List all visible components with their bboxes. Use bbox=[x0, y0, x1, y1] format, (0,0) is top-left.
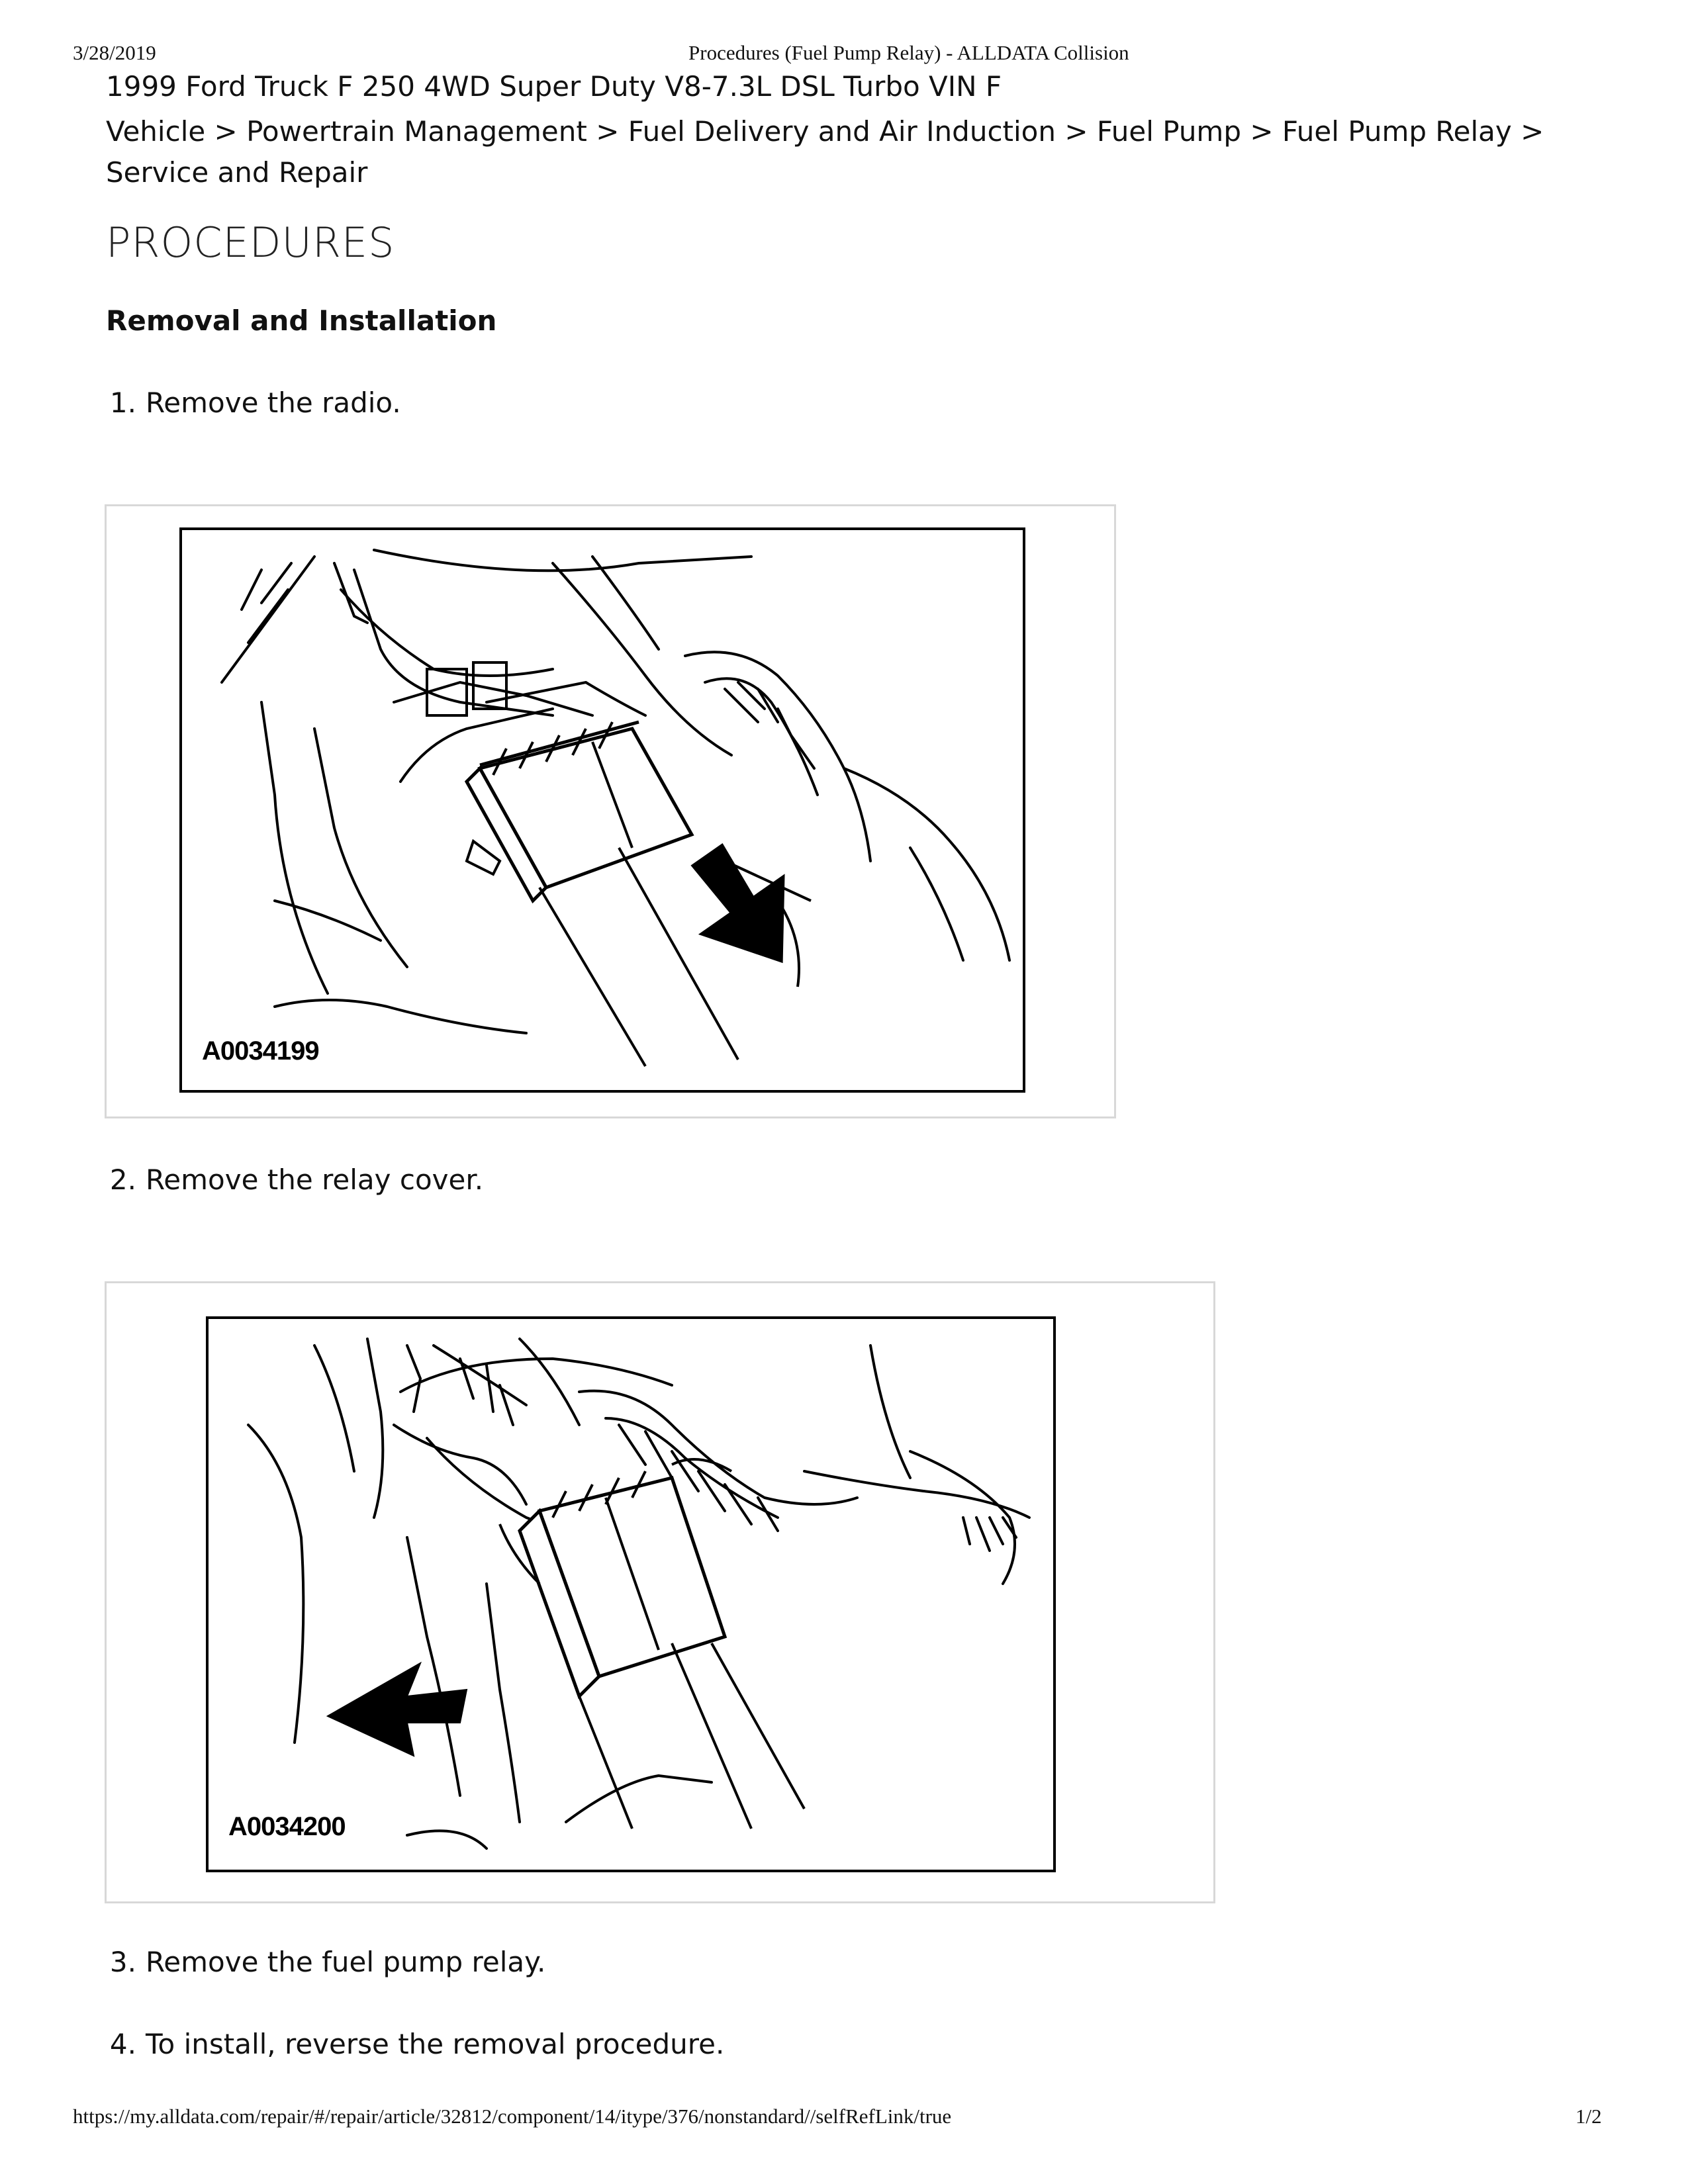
page-number: 1/2 bbox=[1575, 2105, 1602, 2128]
step-3 bbox=[106, 1946, 545, 1978]
page-title: PROCEDURES bbox=[106, 218, 395, 267]
footer-url[interactable]: https://my.alldata.com/repair/#/repair/article/32812/component/14/itype/376/nonstandard//selfRefLink/true bbox=[73, 2105, 952, 2128]
step-text: To install, reverse the removal procedure. bbox=[146, 2028, 725, 2060]
print-date: 3/28/2019 bbox=[73, 41, 156, 64]
step-number: 2. bbox=[109, 1163, 136, 1196]
relay-location-drawing bbox=[182, 530, 1023, 1090]
vehicle-title: 1999 Ford Truck F 250 4WD Super Duty V8-7.3L DSL Turbo VIN F bbox=[106, 70, 1002, 103]
relay-cover-drawing bbox=[209, 1319, 1053, 1870]
figure-code: A0034200 bbox=[228, 1812, 346, 1841]
figure-2-illustration bbox=[206, 1316, 1056, 1872]
step-1 bbox=[106, 387, 401, 419]
step-text: Remove the radio. bbox=[146, 387, 401, 419]
step-text: Remove the fuel pump relay. bbox=[146, 1946, 546, 1978]
figure-1-illustration bbox=[179, 527, 1025, 1093]
step-4 bbox=[106, 2028, 724, 2060]
step-number: 3. bbox=[109, 1946, 136, 1978]
figure-1 bbox=[105, 504, 1116, 1118]
step-number: 4. bbox=[109, 2028, 136, 2060]
step-number: 1. bbox=[109, 387, 136, 419]
print-footer bbox=[0, 2098, 1688, 2138]
print-header bbox=[0, 0, 1688, 73]
step-text: Remove the relay cover. bbox=[146, 1163, 484, 1196]
print-title: Procedures (Fuel Pump Relay) - ALLDATA Collision bbox=[688, 41, 1129, 64]
figure-2 bbox=[105, 1281, 1215, 1903]
figure-code: A0034199 bbox=[202, 1036, 319, 1066]
section-heading: Removal and Installation bbox=[106, 304, 497, 337]
breadcrumb[interactable]: Vehicle > Powertrain Management > Fuel Delivery and Air Induction > Fuel Pump > Fuel Pump Relay > Service and Repair bbox=[106, 115, 1544, 189]
step-2 bbox=[106, 1163, 483, 1196]
